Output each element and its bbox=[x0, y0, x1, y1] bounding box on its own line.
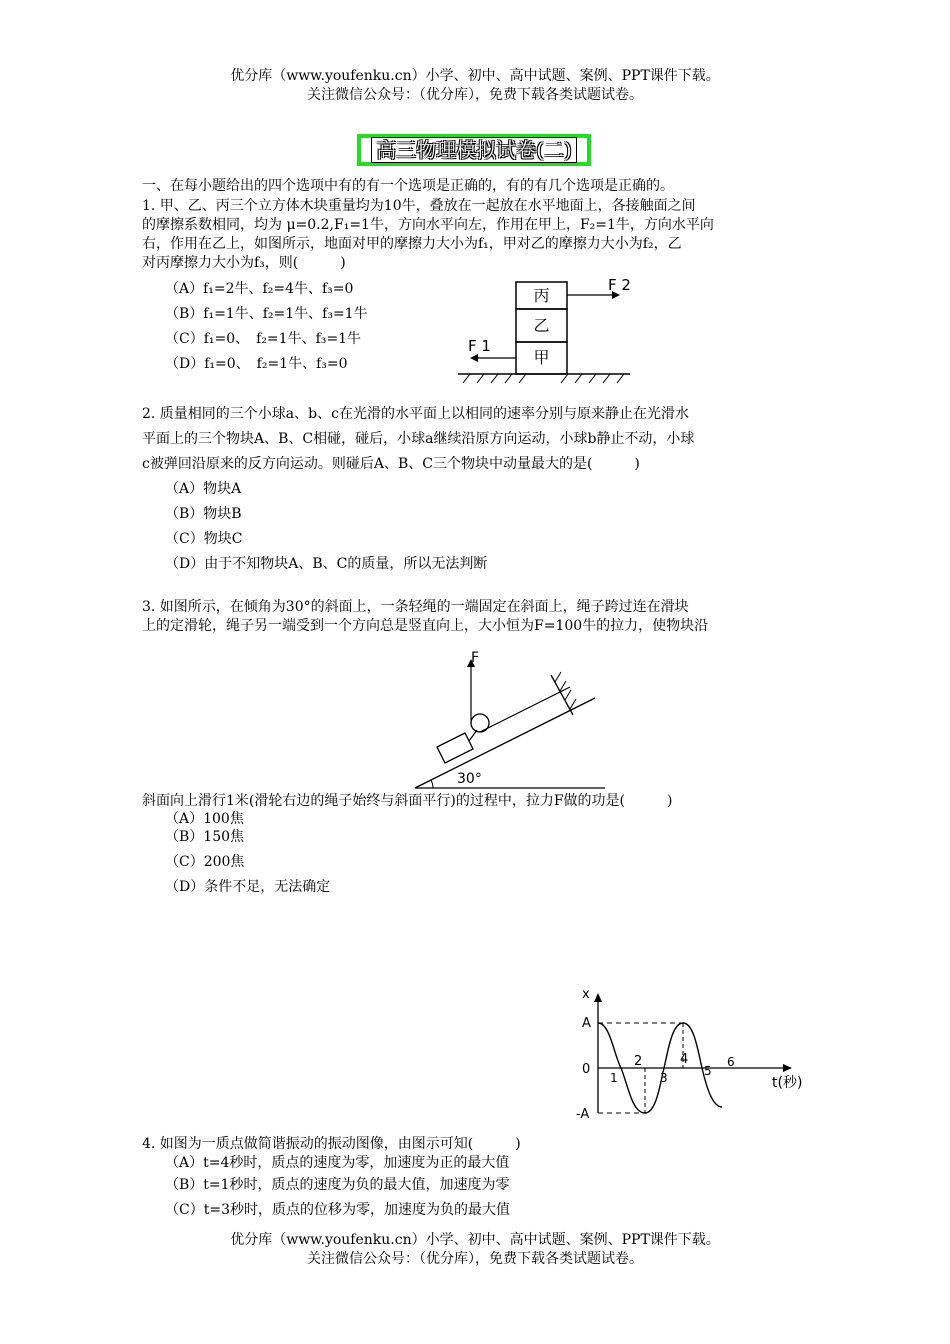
ground-hatching bbox=[463, 374, 624, 383]
block-jia-label: 甲 bbox=[533, 348, 550, 367]
q2-option-d[interactable]: （D）由于不知物块A、B、C的质量，所以无法判断 bbox=[165, 556, 488, 572]
incline-surface bbox=[415, 698, 595, 788]
pulley bbox=[471, 714, 489, 732]
q2-line-2: 平面上的三个物块A、B、C相碰，碰后，小球a继续沿原方向运动，小球b静止不动，小球 bbox=[142, 431, 695, 447]
q4-option-a[interactable]: （A）t=4秒时，质点的速度为零，加速度为正的最大值 bbox=[165, 1155, 510, 1171]
q1-line-2: 的摩擦系数相同，均为 μ=0.2,F₁=1牛，方向水平向左，作用在甲上，F₂=1牛，方向水平向 bbox=[142, 217, 714, 233]
q4-option-b[interactable]: （B）t=1秒时，质点的速度为负的最大值，加速度为零 bbox=[165, 1177, 510, 1193]
page-title: 高三物理模拟试卷(二) bbox=[371, 137, 577, 163]
q2-line-1: 2. 质量相同的三个小球a、b、c在光滑的水平面上以相同的速率分别与原来静止在光滑水 bbox=[142, 406, 689, 422]
q2-option-b[interactable]: （B）物块B bbox=[165, 506, 242, 522]
tick-label-1: 1 bbox=[610, 1071, 618, 1085]
q1-line-3: 右，作用在乙上，如图所示，地面对甲的摩擦力大小为f₁，甲对乙的摩擦力大小为f₂，乙 bbox=[142, 236, 682, 252]
amp-positive-label: A bbox=[582, 1016, 591, 1031]
q3-option-d[interactable]: （D）条件不足，无法确定 bbox=[165, 879, 331, 895]
y-axis-arrowhead bbox=[594, 993, 602, 1002]
q1-option-d[interactable]: （D）f₁=0、 f₂=1牛、f₃=0 bbox=[165, 356, 348, 372]
pulley-axle bbox=[469, 730, 477, 741]
x-axis-label: t(秒) bbox=[772, 1075, 803, 1091]
q4-option-c[interactable]: （C）t=3秒时，质点的位移为零，加速度为负的最大值 bbox=[165, 1202, 510, 1218]
q1-option-b[interactable]: （B）f₁=1牛、f₂=1牛、f₃=1牛 bbox=[165, 306, 368, 322]
tick-label-3: 3 bbox=[660, 1071, 668, 1085]
block-yi-label: 乙 bbox=[533, 316, 550, 335]
q2-option-c[interactable]: （C）物块C bbox=[165, 531, 243, 547]
tick-label-5: 5 bbox=[704, 1064, 712, 1078]
tick-label-6: 6 bbox=[727, 1055, 735, 1069]
q3-figure-incline bbox=[405, 645, 610, 793]
q3-line-3: 斜面向上滑行1米(滑轮右边的绳子始终与斜面平行)的过程中，拉力F做的功是( ) bbox=[142, 793, 673, 809]
y-axis-label: x bbox=[582, 987, 590, 1002]
q1-line-4: 对丙摩擦力大小为f₃，则( ) bbox=[142, 255, 346, 271]
header-line-2: 关注微信公众号：（优分库），免费下载各类试题试卷。 bbox=[307, 87, 643, 103]
q4-line-1: 4. 如图为一质点做简谐振动的振动图像，由图示可知( ) bbox=[142, 1136, 521, 1152]
q3-option-b[interactable]: （B）150焦 bbox=[165, 829, 245, 845]
q1-option-c[interactable]: （C）f₁=0、 f₂=1牛、f₃=1牛 bbox=[165, 331, 362, 347]
q3-line-1: 3. 如图所示，在倾角为30°的斜面上，一条轻绳的一端固定在斜面上，绳子跨过连在滑块 bbox=[142, 599, 689, 615]
q3-option-a[interactable]: （A）100焦 bbox=[165, 811, 244, 827]
tick-label-2: 2 bbox=[634, 1054, 643, 1069]
q2-line-3: c被弹回沿原来的反方向运动。则碰后A、B、C三个物块中动量最大的是( ) bbox=[142, 456, 640, 472]
q1-option-a[interactable]: （A）f₁=2牛、f₂=4牛、f₃=0 bbox=[165, 281, 354, 297]
amp-negative-label: -A bbox=[576, 1107, 590, 1122]
zero-label: 0 bbox=[582, 1062, 591, 1077]
q3-option-c[interactable]: （C）200焦 bbox=[165, 854, 245, 870]
angle-arc bbox=[431, 780, 433, 788]
sliding-block bbox=[437, 733, 473, 763]
rope-parallel bbox=[480, 687, 570, 732]
support-hatching bbox=[555, 672, 576, 709]
footer-line-2: 关注微信公众号：（优分库），免费下载各类试题试卷。 bbox=[307, 1251, 643, 1267]
section-intro: 一、在每小题给出的四个选项中有的有一个选项是正确的，有的有几个选项是正确的。 bbox=[142, 178, 674, 194]
force-f1-arrowhead bbox=[470, 354, 478, 362]
q1-figure-blocks bbox=[450, 270, 640, 388]
force-f1-label: F 1 bbox=[468, 337, 491, 355]
force-f-label: F bbox=[471, 650, 480, 666]
force-f2-label: F 2 bbox=[608, 276, 631, 294]
q4-figure-vibration bbox=[570, 985, 815, 1135]
angle-label: 30° bbox=[457, 771, 482, 787]
q2-option-a[interactable]: （A）物块A bbox=[165, 481, 242, 497]
x-axis-arrowhead bbox=[783, 1064, 792, 1072]
q1-line-1: 1. 甲、乙、丙三个立方体木块重量均为10牛，叠放在一起放在水平地面上，各接触面之间 bbox=[142, 198, 696, 214]
block-bing-label: 丙 bbox=[533, 286, 550, 305]
tick-label-4: 4 bbox=[680, 1052, 689, 1067]
title-box bbox=[357, 134, 591, 166]
footer-line-1: 优分库（www.youfenku.cn）小学、初中、高中试题、案例、PPT课件下载。 bbox=[230, 1232, 720, 1248]
header-line-1: 优分库（www.youfenku.cn）小学、初中、高中试题、案例、PPT课件下载。 bbox=[230, 68, 720, 84]
q3-line-2: 上的定滑轮，绳子另一端受到一个方向总是竖直向上，大小恒为F=100牛的拉力，使物块沿 bbox=[142, 618, 709, 634]
